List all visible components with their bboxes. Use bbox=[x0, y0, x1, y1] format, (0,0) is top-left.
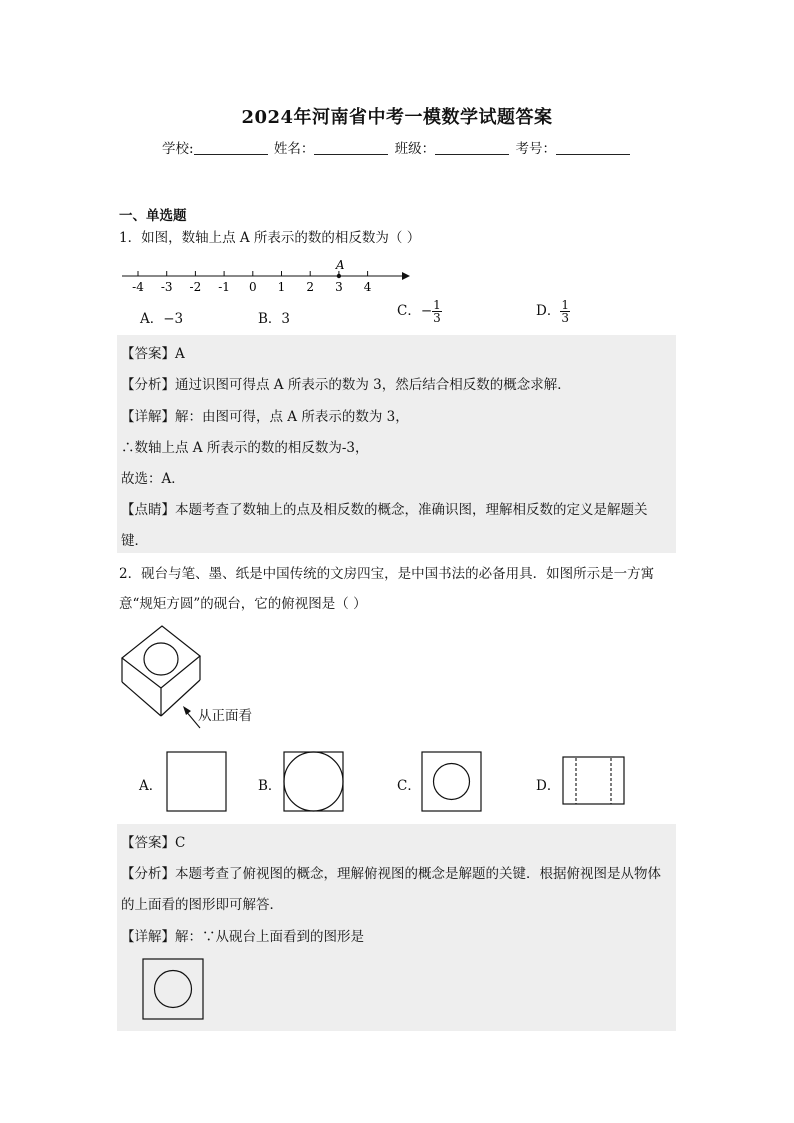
q1-option-c-den: 3 bbox=[433, 311, 441, 325]
school-blank bbox=[194, 142, 268, 155]
point-a-dot bbox=[337, 274, 341, 278]
q2-option-c-label: C． bbox=[397, 778, 421, 794]
q1-option-d-fraction bbox=[560, 299, 570, 324]
q2-stem-1: 2．砚台与笔、墨、纸是中国传统的文房四宝，是中国书法的必备用具．如图所示是一方寓 bbox=[119, 566, 655, 582]
q2-detail-1: 【详解】解：∵从砚台上面看到的图形是 bbox=[121, 929, 364, 945]
tick-label: -1 bbox=[218, 280, 230, 294]
class-blank bbox=[435, 142, 509, 155]
q1-comment-2: 键． bbox=[121, 533, 148, 549]
class-label: 班级： bbox=[394, 141, 436, 157]
q1-option-d bbox=[536, 299, 570, 324]
number-line-arrow bbox=[402, 272, 410, 280]
student-info-row bbox=[0, 137, 794, 157]
tick-label: 2 bbox=[306, 280, 315, 294]
q2-answer-figure bbox=[142, 958, 206, 1022]
name-blank bbox=[314, 142, 388, 155]
q1-option-d-num: 1 bbox=[561, 298, 569, 312]
q2-option-d-figure bbox=[562, 756, 626, 806]
q1-option-c bbox=[397, 299, 442, 324]
q2-option-a-label: A． bbox=[139, 778, 163, 794]
q1-detail-1: 【详解】解：由图可得，点 A 所表示的数为 3， bbox=[121, 409, 409, 425]
q2-option-b-figure bbox=[283, 751, 345, 813]
school-label: 学校: bbox=[162, 141, 194, 157]
tick-label: 0 bbox=[248, 280, 257, 294]
page-title: 2024年河南省中考一模数学试题答案 bbox=[241, 107, 553, 128]
tick-label: -2 bbox=[189, 280, 202, 294]
number-line-figure bbox=[118, 252, 418, 294]
name-label: 姓名： bbox=[273, 141, 315, 157]
q1-option-a: A．−3 bbox=[140, 311, 184, 327]
q2-option-d-label: D． bbox=[536, 778, 561, 794]
q1-analysis: 【分析】通过识图可得点 A 所表示的数为 3，然后结合相反数的概念求解． bbox=[121, 377, 571, 393]
inkstone-circle-well bbox=[144, 643, 178, 675]
q1-answer: 【答案】A bbox=[121, 346, 185, 362]
tick-label: 3 bbox=[335, 280, 343, 294]
tick-label: 1 bbox=[277, 280, 286, 294]
q2-option-b-label: B． bbox=[258, 778, 282, 794]
q1-option-d-den: 3 bbox=[561, 311, 569, 325]
q1-option-c-prefix: C．− bbox=[397, 303, 433, 319]
q1-option-b: B．3 bbox=[258, 311, 291, 327]
number-label: 考号： bbox=[515, 141, 556, 157]
tick-label: -3 bbox=[160, 280, 173, 294]
view-direction-label: 从正面看 bbox=[198, 708, 252, 724]
q2-analysis-2: 的上面看的图形即可解答． bbox=[121, 897, 283, 913]
q1-stem: 1．如图，数轴上点 A 所表示的数的相反数为（ ） bbox=[119, 230, 421, 246]
q1-option-d-prefix: D． bbox=[536, 303, 561, 319]
section-heading: 一、单选题 bbox=[119, 208, 187, 224]
q2-answer: 【答案】C bbox=[121, 835, 186, 851]
number-line-ticks bbox=[132, 271, 372, 294]
tick-label: -4 bbox=[132, 280, 144, 294]
q2-analysis-1: 【分析】本题考查了俯视图的概念，理解俯视图的概念是解题的关键．根据俯视图是从物体 bbox=[121, 866, 661, 882]
q2-option-a-figure bbox=[166, 751, 228, 813]
q1-option-c-fraction bbox=[432, 299, 442, 324]
q1-option-c-num: 1 bbox=[433, 298, 441, 312]
q1-detail-2: ∴数轴上点 A 所表示的数的相反数为-3， bbox=[121, 440, 369, 456]
tick-label: 4 bbox=[363, 280, 372, 294]
q1-comment-1: 【点睛】本题考查了数轴上的点及相反数的概念，准确识图，理解相反数的定义是解题关 bbox=[121, 502, 648, 518]
inkstone-top-face bbox=[122, 626, 200, 688]
q1-detail-3: 故选：A． bbox=[121, 471, 185, 487]
number-blank bbox=[556, 142, 630, 155]
q2-option-c-figure bbox=[421, 751, 483, 813]
q2-stem-2: 意“规矩方圆”的砚台，它的俯视图是（ ） bbox=[119, 596, 367, 612]
point-a-label: A bbox=[335, 258, 345, 272]
